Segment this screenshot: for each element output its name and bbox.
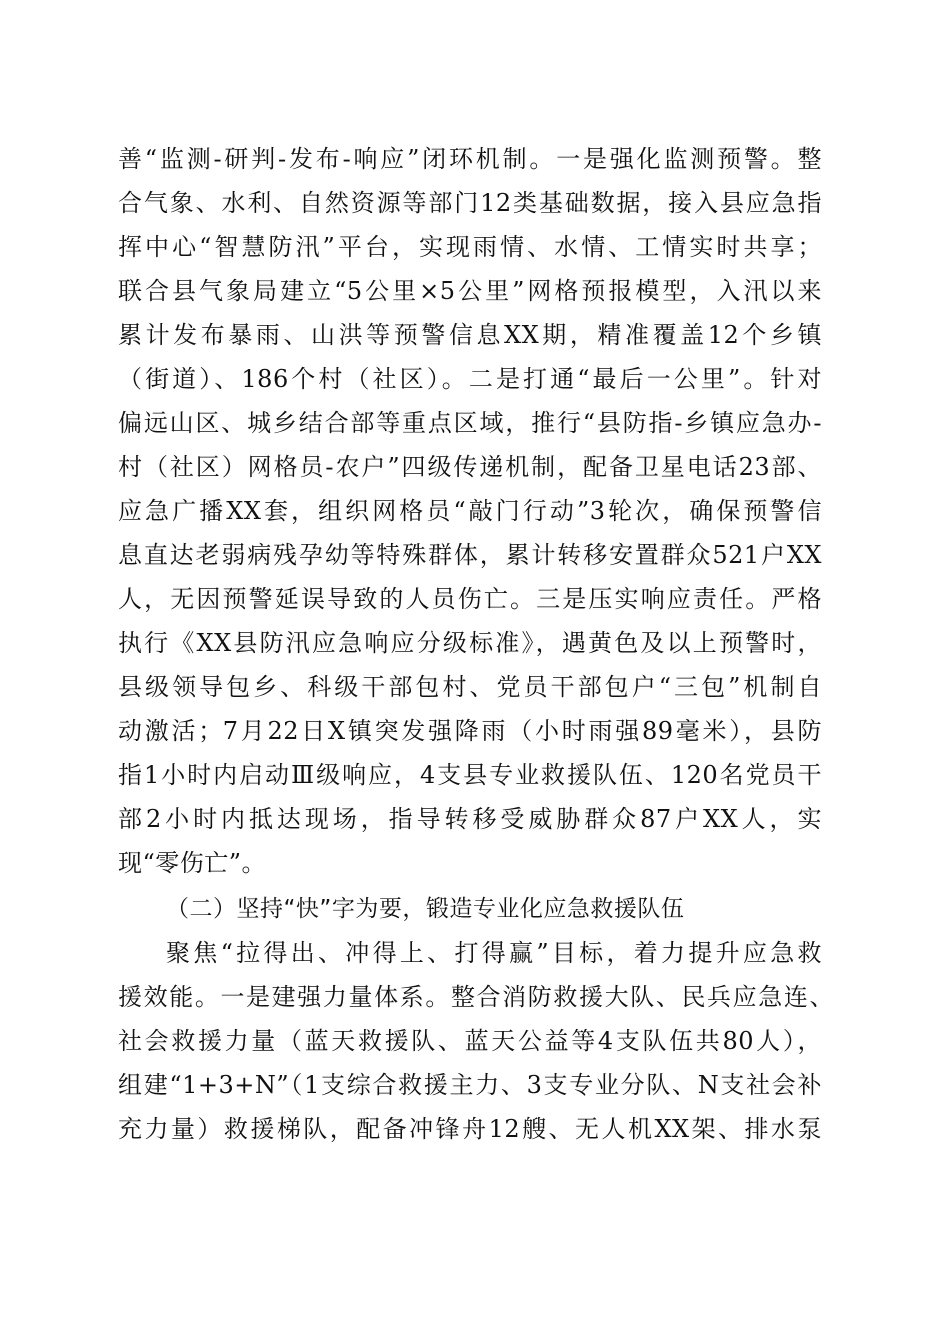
paragraph-line: 充力量）救援梯队，配备冲锋舟12艘、无人机XX架、排水泵 xyxy=(118,1115,822,1143)
paragraph-line: 执行《XX县防汛应急响应分级标准》，遇黄色及以上预警时， xyxy=(118,629,822,657)
paragraph-line: 聚焦“拉得出、冲得上、打得赢”目标，着力提升应急救 xyxy=(166,939,822,967)
paragraph-line: 县级领导包乡、科级干部包村、党员干部包户“三包”机制自 xyxy=(118,673,822,701)
paragraph-line: 动激活；7月22日X镇突发强降雨（小时雨强89毫米），县防 xyxy=(118,717,822,745)
paragraph-line: 组建“1+3+N”（1支综合救援主力、3支专业分队、N支社会补 xyxy=(118,1071,822,1099)
paragraph-line: 善“监测-研判-发布-响应”闭环机制。一是强化监测预警。整 xyxy=(118,145,822,173)
paragraph-line: 联合县气象局建立“5公里×5公里”网格预报模型，入汛以来 xyxy=(118,277,822,305)
paragraph-line: 息直达老弱病残孕幼等特殊群体，累计转移安置群众521户XX xyxy=(118,541,822,569)
paragraph-line: 现“零伤亡”。 xyxy=(118,849,267,877)
section-heading: （二）坚持“快”字为要，锻造专业化应急救援队伍 xyxy=(166,896,685,922)
paragraph-line: 累计发布暴雨、山洪等预警信息XX期，精准覆盖12个乡镇 xyxy=(118,321,822,349)
paragraph-line: 指1小时内启动Ⅲ级响应，4支县专业救援队伍、120名党员干 xyxy=(118,761,822,789)
paragraph-line: 挥中心“智慧防汛”平台，实现雨情、水情、工情实时共享； xyxy=(118,233,822,261)
paragraph-line: 村（社区）网格员-农户”四级传递机制，配备卫星电话23部、 xyxy=(118,453,822,481)
paragraph-line: 合气象、水利、自然资源等部门12类基础数据，接入县应急指 xyxy=(118,189,822,217)
paragraph-line: 人，无因预警延误导致的人员伤亡。三是压实响应责任。严格 xyxy=(118,585,822,613)
paragraph-line: 社会救援力量（蓝天救援队、蓝天公益等4支队伍共80人）， xyxy=(118,1027,822,1055)
paragraph-line: 部2小时内抵达现场，指导转移受威胁群众87户XX人，实 xyxy=(118,805,822,833)
paragraph-line: 应急广播XX套，组织网格员“敲门行动”3轮次，确保预警信 xyxy=(118,497,822,525)
paragraph-line: （街道）、186个村（社区）。二是打通“最后一公里”。针对 xyxy=(118,365,822,393)
paragraph-line: 偏远山区、城乡结合部等重点区域，推行“县防指-乡镇应急办- xyxy=(118,409,822,437)
paragraph-line: 援效能。一是建强力量体系。整合消防救援大队、民兵应急连、 xyxy=(118,983,834,1011)
